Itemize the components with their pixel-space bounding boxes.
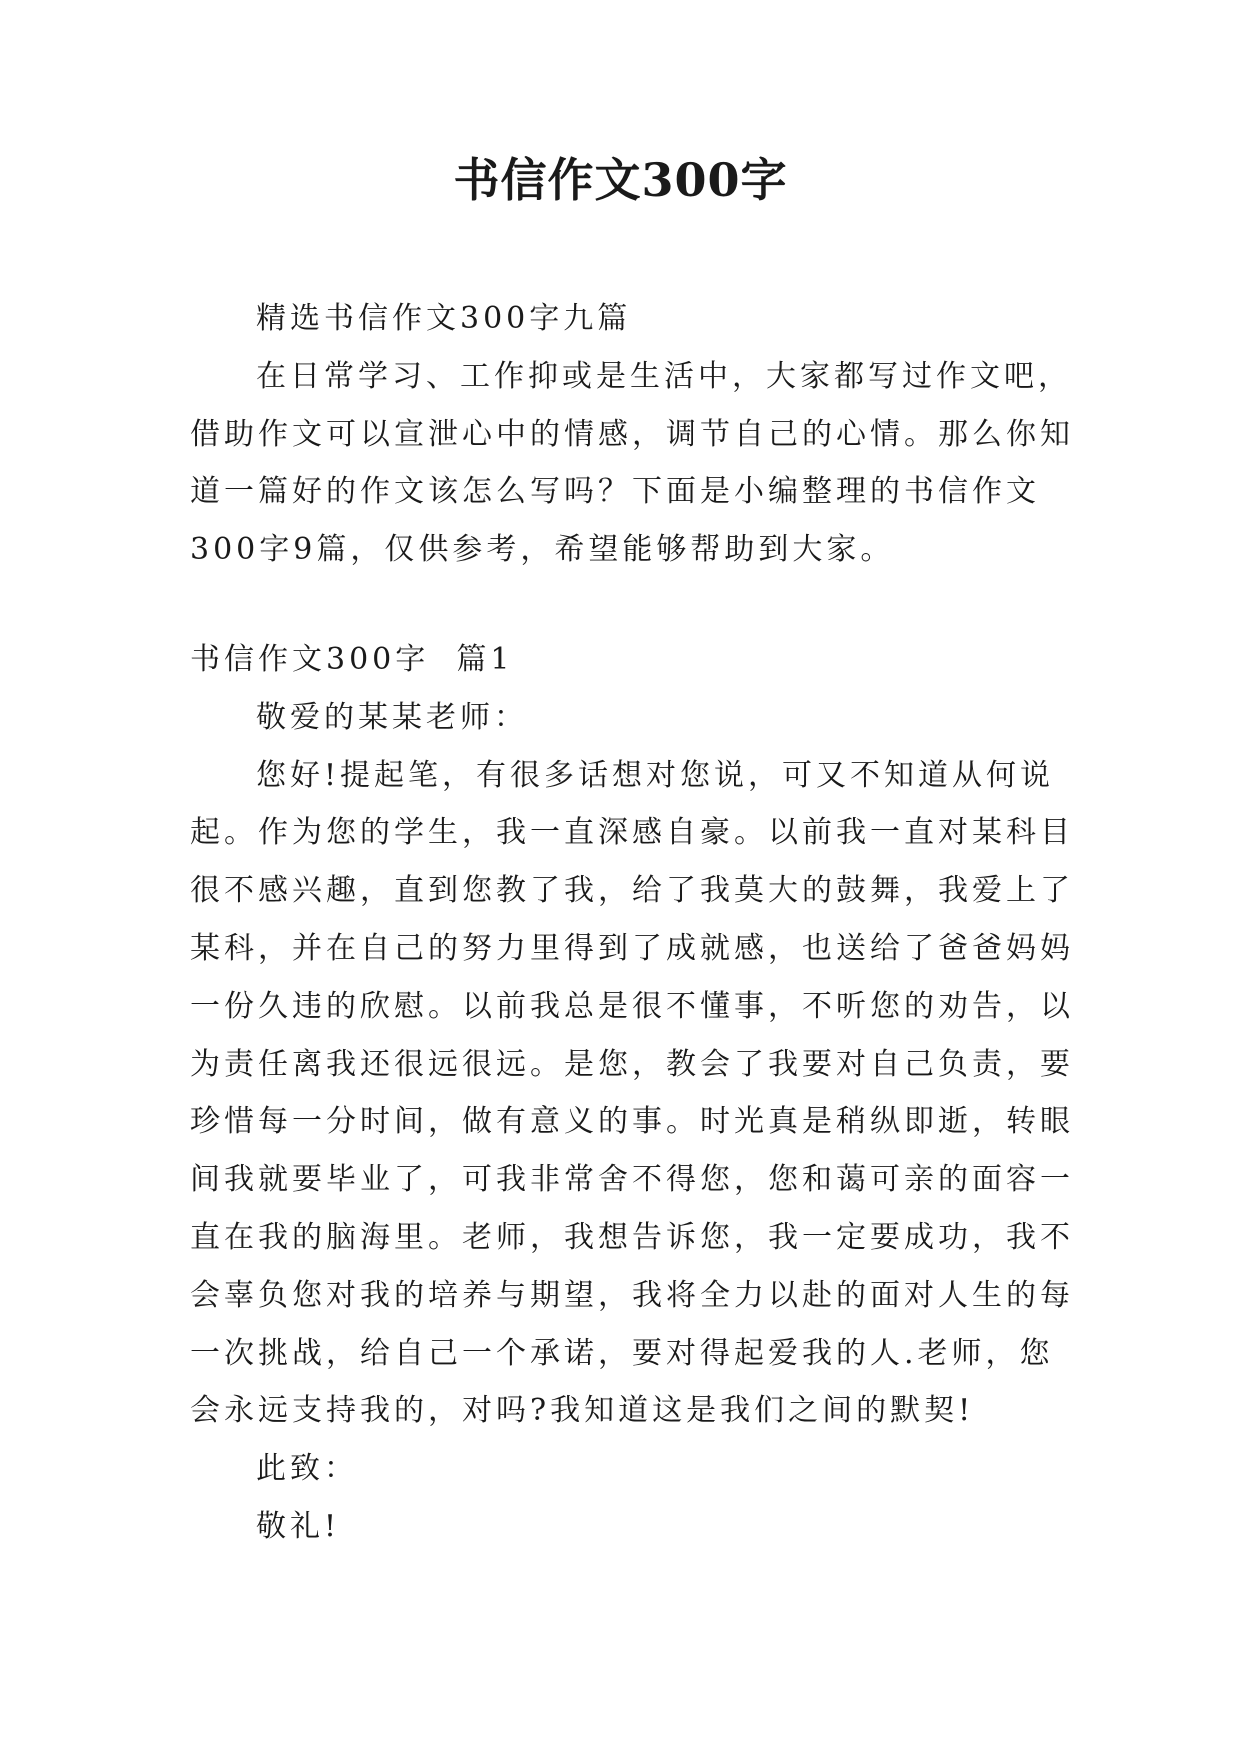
section-spacer (190, 579, 1060, 631)
letter-line: 很不感兴趣，直到您教了我，给了我莫大的鼓舞，我爱上了 (190, 873, 1074, 909)
letter-line: 起。作为您的学生，我一直深感自豪。以前我一直对某科目 (190, 815, 1074, 851)
letter-line: 一份久违的欣慰。以前我总是很不懂事，不听您的劝告，以 (190, 988, 1074, 1024)
letter-line: 会永远支持我的，对吗?我知道这是我们之间的默契! (190, 1393, 975, 1429)
section-heading: 书信作文300字 篇1 (190, 641, 514, 677)
intro-line: 在日常学习、工作抑或是生活中，大家都写过作文吧， (256, 358, 1072, 394)
intro-line: 道一篇好的作文该怎么写吗？下面是小编整理的书信作文 (190, 474, 1040, 510)
letter-salutation: 敬爱的某某老师： (256, 699, 528, 735)
document-body (190, 290, 1074, 1556)
letter-line: 您好!提起笔，有很多话想对您说，可又不知道从何说 (256, 757, 1055, 793)
intro-subtitle: 精选书信作文300字九篇 (256, 301, 632, 336)
letter-line: 直在我的脑海里。老师，我想告诉您，我一定要成功，我不 (190, 1219, 1074, 1255)
intro-line: 借助作文可以宣泄心中的情感，调节自己的心情。那么你知 (190, 416, 1074, 452)
letter-line: 会辜负您对我的培养与期望，我将全力以赴的面对人生的每 (190, 1277, 1074, 1313)
document-title: 书信作文300字 (453, 153, 788, 207)
letter-line: 间我就要毕业了，可我非常舍不得您，您和蔼可亲的面容一 (190, 1162, 1074, 1198)
letter-closing-salute: 敬礼! (256, 1508, 341, 1544)
letter-line: 一次挑战，给自己一个承诺，要对得起爱我的人.老师，您 (190, 1335, 1054, 1371)
letter-line: 为责任离我还很远很远。是您，教会了我要对自己负责，要 (190, 1046, 1074, 1082)
intro-line: 300字9篇，仅供参考，希望能够帮助到大家。 (190, 532, 895, 568)
letter-line: 某科，并在自己的努力里得到了成就感，也送给了爸爸妈妈 (190, 930, 1074, 966)
letter-closing: 此致： (256, 1451, 358, 1487)
letter-line: 珍惜每一分时间，做有意义的事。时光真是稍纵即逝，转眼 (190, 1104, 1074, 1140)
